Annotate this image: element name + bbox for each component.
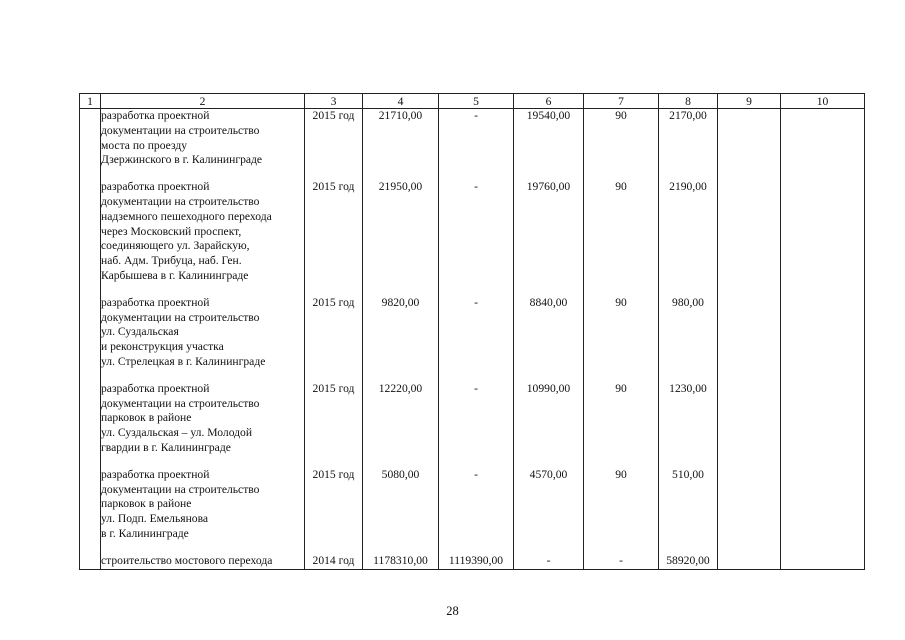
percent-cell: 90 [584,109,659,169]
column-number-3: 3 [305,94,363,109]
column-6-cell: 19540,00 [514,109,584,169]
description-line: Дзержинского в г. Калининграде [101,153,263,167]
description-line: разработка проектной [101,295,210,309]
description-cell [101,180,305,284]
description-line: документации на строительство [101,482,260,496]
column-number-4: 4 [363,94,439,109]
description-line: разработка проектной [101,381,210,395]
year-cell: 2015 год [305,180,363,284]
column-10-cell [781,296,865,370]
description-line: гвардии в г. Калининграде [101,440,231,454]
total-cost-cell: 5080,00 [363,468,439,542]
table-row [80,382,865,456]
description-line: через Московский проспект, [101,224,242,238]
percent-cell: - [584,554,659,569]
column-number-10: 10 [781,94,865,109]
description-line: наб. Адм. Трибуца, наб. Ген. [101,254,242,268]
description-line: разработка проектной [101,180,210,194]
table-row [80,180,865,284]
total-cost-cell: 1178310,00 [363,554,439,569]
row-index-cell [80,468,101,542]
year-cell: 2015 год [305,382,363,456]
column-number-1: 1 [80,94,101,109]
column-10-cell [781,468,865,542]
percent-cell: 90 [584,382,659,456]
year-cell: 2015 год [305,109,363,169]
percent-cell: 90 [584,296,659,370]
column-number-5: 5 [439,94,514,109]
column-6-cell: - [514,554,584,569]
table-row [80,468,865,542]
description-line: моста по проезду [101,138,188,152]
total-cost-cell: 21950,00 [363,180,439,284]
description-line: и реконструкция участка [101,340,224,354]
total-cost-cell: 21710,00 [363,109,439,169]
column-6-cell: 8840,00 [514,296,584,370]
column-number-9: 9 [718,94,781,109]
row-index-cell [80,296,101,370]
description-line: документации на строительство [101,123,260,137]
column-number-8: 8 [659,94,718,109]
column-10-cell [781,554,865,569]
percent-cell: 90 [584,468,659,542]
column-9-cell [718,109,781,169]
description-line: документации на строительство [101,194,260,208]
column-number-row [80,94,865,109]
column-5-cell: - [439,180,514,284]
column-6-cell: 19760,00 [514,180,584,284]
description-line: документации на строительство [101,396,260,410]
row-index-cell [80,109,101,169]
description-line: Карбышева в г. Калининграде [101,268,249,282]
description-line: парковок в районе [101,497,192,511]
description-line: ул. Стрелецкая в г. Калининграде [101,354,266,368]
column-5-cell: - [439,382,514,456]
column-8-cell: 510,00 [659,468,718,542]
total-cost-cell: 12220,00 [363,382,439,456]
description-line: в г. Калининграде [101,526,189,540]
column-5-cell: - [439,109,514,169]
column-8-cell: 2170,00 [659,109,718,169]
description-line: ул. Подп. Емельянова [101,512,209,526]
description-line: ул. Суздальская – ул. Молодой [101,426,253,440]
description-line: парковок в районе [101,411,192,425]
column-8-cell: 2190,00 [659,180,718,284]
description-cell [101,382,305,456]
column-9-cell [718,382,781,456]
year-cell: 2015 год [305,296,363,370]
budget-table [79,93,865,570]
column-6-cell: 4570,00 [514,468,584,542]
column-10-cell [781,180,865,284]
column-5-cell: - [439,468,514,542]
description-cell [101,109,305,169]
column-6-cell: 10990,00 [514,382,584,456]
column-5-cell: 1119390,00 [439,554,514,569]
column-8-cell: 980,00 [659,296,718,370]
column-9-cell [718,554,781,569]
column-10-cell [781,109,865,169]
column-number-2: 2 [101,94,305,109]
row-index-cell [80,554,101,569]
column-8-cell: 58920,00 [659,554,718,569]
row-index-cell [80,382,101,456]
row-index-cell [80,180,101,284]
description-cell [101,296,305,370]
description-line: разработка проектной [101,109,210,122]
year-cell: 2014 год [305,554,363,569]
description-line: соединяющего ул. Зарайскую, [101,239,250,253]
column-8-cell: 1230,00 [659,382,718,456]
column-9-cell [718,180,781,284]
column-number-6: 6 [514,94,584,109]
page-number: 28 [446,604,459,618]
table-row [80,554,865,569]
column-number-7: 7 [584,94,659,109]
description-line: надземного пешеходного перехода [101,209,272,223]
table-row [80,296,865,370]
description-line: документации на строительство [101,310,260,324]
column-10-cell [781,382,865,456]
year-cell: 2015 год [305,468,363,542]
table-row [80,109,865,169]
description-cell [101,468,305,542]
description-line: строительство мостового перехода [101,553,273,567]
description-line: ул. Суздальская [101,325,179,339]
column-5-cell: - [439,296,514,370]
percent-cell: 90 [584,180,659,284]
column-9-cell [718,296,781,370]
description-cell [101,554,305,569]
total-cost-cell: 9820,00 [363,296,439,370]
description-line: разработка проектной [101,467,210,481]
column-9-cell [718,468,781,542]
